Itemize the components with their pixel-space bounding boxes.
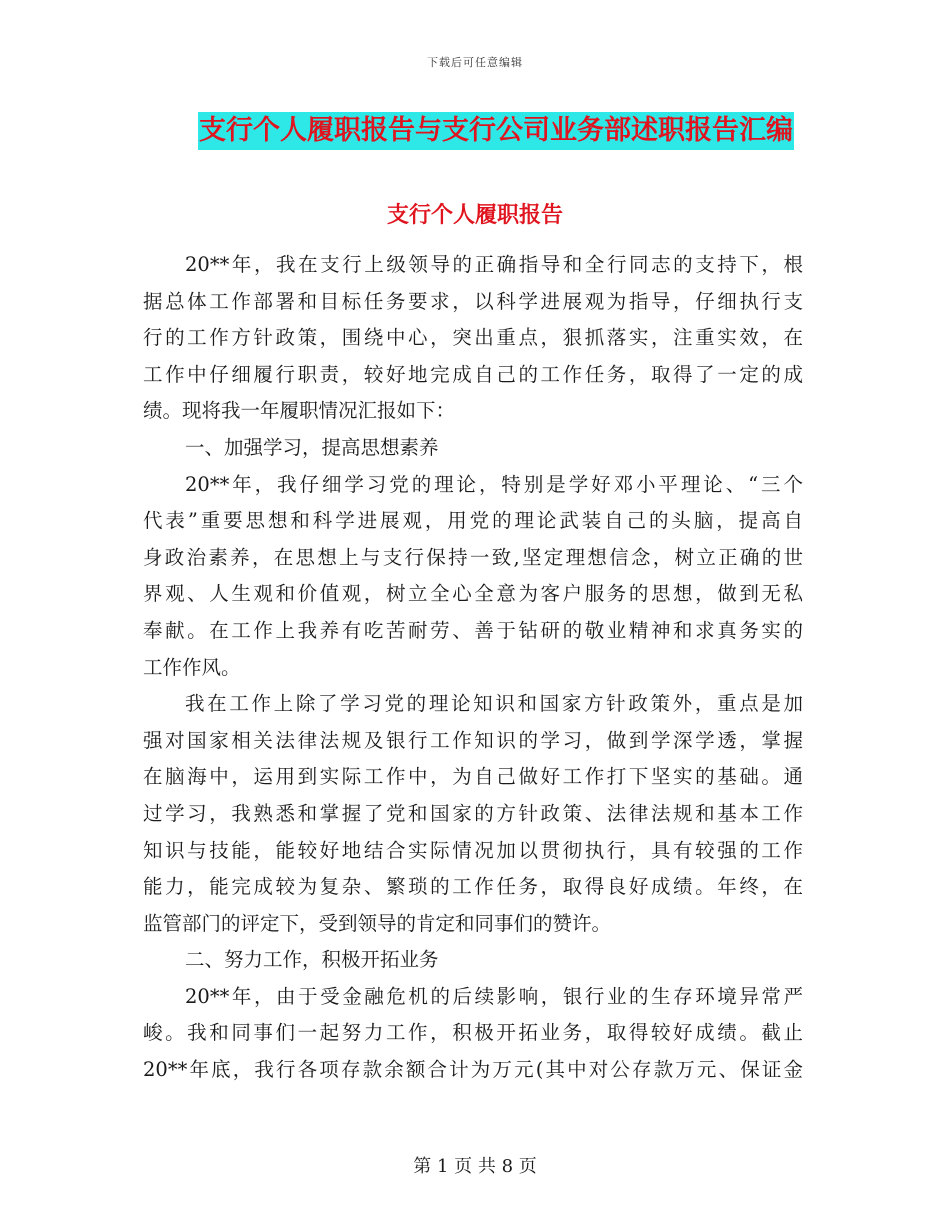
paragraph-line: 界观、人生观和价值观，树立全心全意为客户服务的思想，做到无私 xyxy=(143,582,803,606)
paragraph-line: 在脑海中，运用到实际工作中，为自己做好工作打下坚实的基础。通 xyxy=(143,765,803,789)
paragraph-line: 我在工作上除了学习党的理论知识和国家方针政策外，重点是加 xyxy=(185,692,803,716)
document-title-wrap xyxy=(0,112,950,150)
paragraph-line: 工作作风。 xyxy=(143,655,241,679)
paragraph-line: 据总体工作部署和目标任务要求，以科学进展观为指导，仔细执行支 xyxy=(143,289,803,313)
paragraph-line: 20**年，我仔细学习党的理论，特别是学好邓小平理论、“三个 xyxy=(185,472,803,496)
paragraph-line: 身政治素养，在思想上与支行保持一致,坚定理想信念，树立正确的世 xyxy=(143,545,803,569)
paragraph-line: 行的工作方针政策，围绕中心，突出重点，狠抓落实，注重实效，在 xyxy=(143,326,803,350)
paragraph-line: 代表”重要思想和科学进展观，用党的理论武装自己的头脑，提高自 xyxy=(143,509,803,533)
paragraph-line: 过学习，我熟悉和掌握了党和国家的方针政策、法律法规和基本工作 xyxy=(143,801,803,825)
paragraph-line: 二、努力工作，积极开拓业务 xyxy=(185,948,439,972)
paragraph-line: 绩。现将我一年履职情况汇报如下： xyxy=(143,399,456,423)
paragraph-line: 20**年，我在支行上级领导的正确指导和全行同志的支持下，根 xyxy=(185,253,803,276)
header-note: 下载后可任意编辑 xyxy=(427,56,523,69)
paragraph-line: 20**年，由于受金融危机的后续影响，银行业的生存环境异常严 xyxy=(185,984,803,1008)
paragraph-line: 强对国家相关法律法规及银行工作知识的学习，做到学深学透，掌握 xyxy=(143,728,803,752)
document-title: 支行个人履职报告与支行公司业务部述职报告汇编 xyxy=(198,112,794,150)
body-text xyxy=(143,247,803,1089)
paragraph-line: 20**年底，我行各项存款余额合计为万元(其中对公存款万元、保证金 xyxy=(143,1058,803,1082)
section-title: 支行个人履职报告 xyxy=(386,203,563,228)
paragraph-line: 峻。我和同事们一起努力工作，积极开拓业务，取得较好成绩。截止 xyxy=(143,1021,803,1045)
paragraph-line: 知识与技能，能较好地结合实际情况加以贯彻执行，具有较强的工作 xyxy=(143,838,803,862)
paragraph-line: 工作中仔细履行职责，较好地完成自己的工作任务，取得了一定的成 xyxy=(143,362,803,386)
page-footer: 第 1 页 共 8 页 xyxy=(413,1156,537,1177)
paragraph-line: 能力，能完成较为复杂、繁琐的工作任务，取得良好成绩。年终，在 xyxy=(143,875,803,899)
paragraph-line: 一、加强学习，提高思想素养 xyxy=(185,435,439,459)
paragraph-line: 奉献。在工作上我养有吃苦耐劳、善于钻研的敬业精神和求真务实的 xyxy=(143,618,803,642)
paragraph-line: 监管部门的评定下，受到领导的肯定和同事们的赞许。 xyxy=(143,911,612,935)
